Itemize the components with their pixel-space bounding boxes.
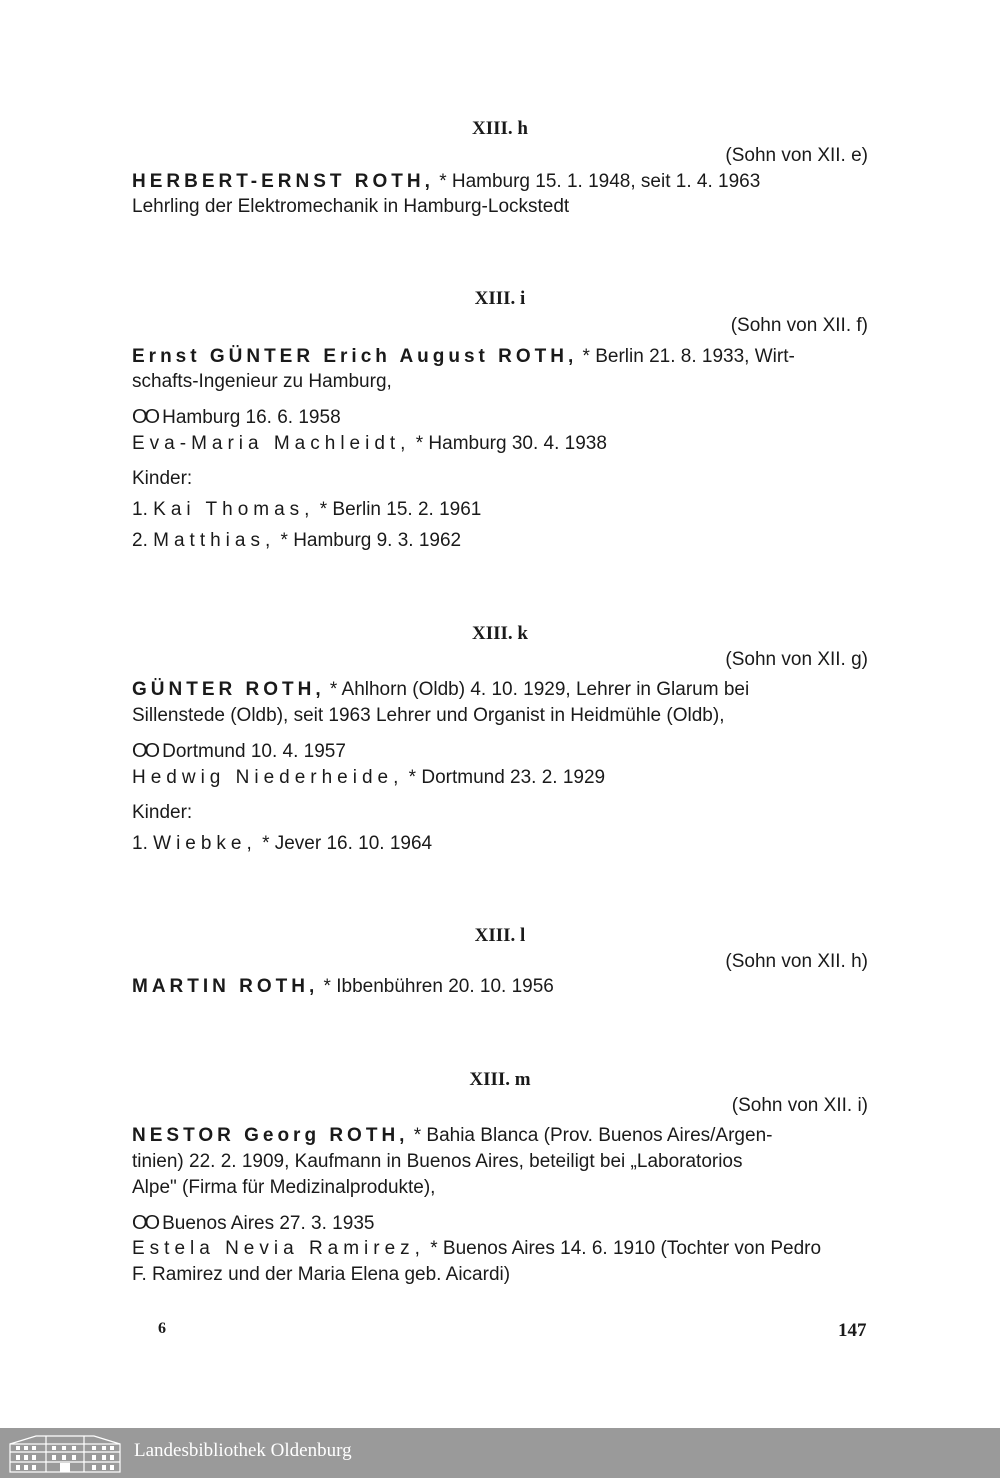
child-name: Kai Thomas,: [153, 499, 315, 520]
person-name: NESTOR Georg ROTH,: [132, 1125, 409, 1146]
entry-line: Sillenstede (Oldb), seit 1963 Lehrer und Organist in Heidmühle (Oldb),: [132, 705, 725, 726]
spouse-line: [132, 1238, 821, 1260]
birth-info: * Bahia Blanca (Prov. Buenos Aires/Argen-: [413, 1125, 773, 1146]
entry-line: tinien) 22. 2. 1909, Kaufmann in Buenos Aires, beteiligt bei „Laboratorios: [132, 1151, 743, 1172]
entry-line: [132, 1125, 772, 1147]
spouse-birth: * Hamburg 30. 4. 1938: [415, 433, 607, 454]
signature-mark: 6: [158, 1320, 166, 1337]
entry-line: [132, 679, 749, 701]
child-number: 2.: [132, 530, 148, 551]
birth-info: * Berlin 21. 8. 1933, Wirt-: [582, 346, 795, 367]
section-heading: XIII. k: [472, 623, 528, 644]
section-heading: XIII. i: [474, 288, 526, 309]
person-name: Ernst GÜNTER Erich August ROTH,: [132, 346, 578, 367]
birth-info: * Ahlhorn (Oldb) 4. 10. 1929, Lehrer in Glarum bei: [329, 679, 750, 700]
marriage-line: [132, 740, 346, 763]
marriage-info: Dortmund 10. 4. 1957: [162, 741, 346, 762]
child-birth: * Jever 16. 10. 1964: [262, 833, 433, 854]
spouse-line: [132, 433, 607, 455]
marriage-rings-icon: OO: [132, 1212, 158, 1234]
entry-line: schafts-Ingenieur zu Hamburg,: [132, 371, 392, 392]
marriage-info: Buenos Aires 27. 3. 1935: [162, 1213, 375, 1234]
parent-reference: (Sohn von XII. g): [725, 649, 868, 670]
entry-line: [132, 171, 760, 193]
parent-reference: (Sohn von XII. f): [730, 315, 868, 336]
marriage-rings-icon: OO: [132, 740, 158, 762]
entry-line: Lehrling der Elektromechanik in Hamburg-Lockstedt: [132, 196, 570, 217]
person-name: GÜNTER ROTH,: [132, 679, 325, 700]
child-name: Matthias,: [153, 530, 276, 551]
marriage-line: [132, 1212, 374, 1235]
child-entry: [132, 499, 481, 521]
children-label: Kinder:: [132, 802, 193, 823]
section-heading: XIII. l: [474, 925, 526, 946]
marriage-info: Hamburg 16. 6. 1958: [162, 407, 341, 428]
child-number: 1.: [132, 833, 148, 854]
child-entry: [132, 530, 461, 552]
child-name: Wiebke,: [153, 833, 257, 854]
entry-line: [132, 976, 554, 998]
parent-reference: (Sohn von XII. h): [725, 951, 868, 972]
birth-info: * Ibbenbühren 20. 10. 1956: [323, 976, 554, 997]
spouse-name: Estela Nevia Ramirez,: [132, 1238, 425, 1259]
spouse-name: Eva-Maria Machleidt,: [132, 433, 411, 454]
parent-reference: (Sohn von XII. i): [731, 1095, 868, 1116]
marriage-rings-icon: OO: [132, 406, 158, 428]
library-name: Landesbibliothek Oldenburg: [134, 1440, 352, 1461]
person-name: MARTIN ROTH,: [132, 976, 319, 997]
spouse-birth: * Buenos Aires 14. 6. 1910 (Tochter von Pedro: [430, 1238, 822, 1259]
spouse-line: [132, 767, 605, 789]
child-entry: [132, 833, 432, 855]
section-heading: XIII. m: [469, 1069, 531, 1090]
entry-line: Alpe" (Firma für Medizinalprodukte),: [132, 1177, 436, 1198]
library-footer-bar: [0, 1428, 1000, 1478]
spouse-name: Hedwig Niederheide,: [132, 767, 404, 788]
page-number: 147: [838, 1320, 867, 1341]
birth-info: * Hamburg 15. 1. 1948, seit 1. 4. 1963: [439, 171, 761, 192]
child-number: 1.: [132, 499, 148, 520]
children-label: Kinder:: [132, 468, 193, 489]
child-birth: * Hamburg 9. 3. 1962: [280, 530, 462, 551]
library-building-icon: [6, 1432, 124, 1474]
section-heading: XIII. h: [472, 118, 528, 139]
marriage-line: [132, 406, 341, 429]
spouse-birth: * Dortmund 23. 2. 1929: [408, 767, 606, 788]
parent-reference: (Sohn von XII. e): [725, 145, 868, 166]
spouse-line-continued: F. Ramirez und der Maria Elena geb. Aicardi): [132, 1264, 511, 1285]
person-name: HERBERT-ERNST ROTH,: [132, 171, 434, 192]
child-birth: * Berlin 15. 2. 1961: [319, 499, 482, 520]
entry-line: [132, 346, 795, 368]
